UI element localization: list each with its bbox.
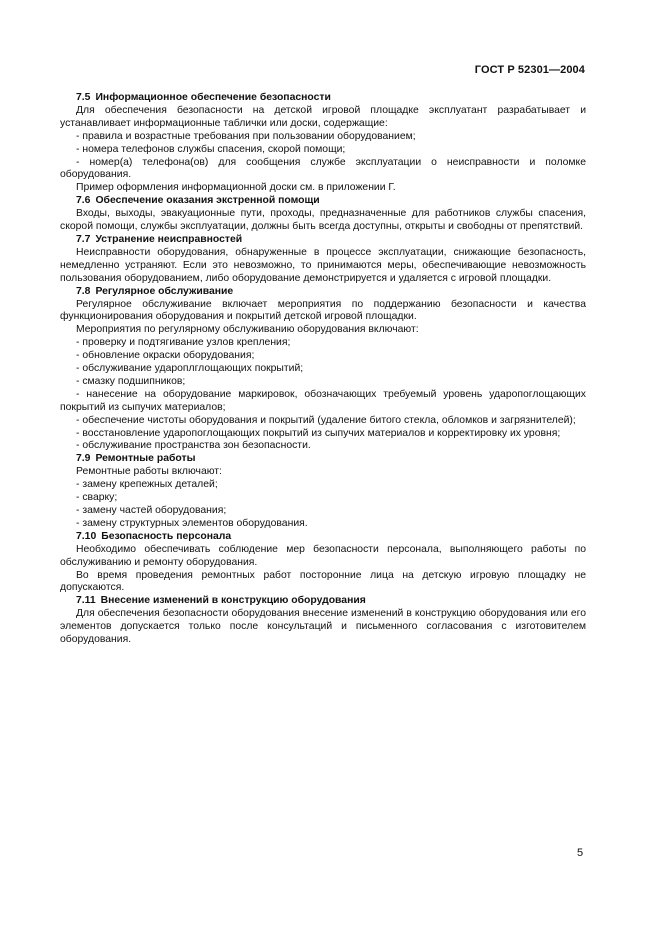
list-item: - замену частей оборудования; [76, 505, 227, 516]
list-item: - номер(а) телефона(ов) для сообщения службе эксплуатации о неисправности и поломке оборудования. [60, 156, 586, 181]
section-heading-7-11 [60, 595, 586, 608]
section-number: 7.6 [76, 195, 91, 207]
list-item: - номера телефонов службы спасения, скорой помощи; [76, 143, 346, 155]
list-item: - смазку подшипников; [76, 375, 186, 387]
section-title: Информационное обеспечение безопасности [95, 92, 331, 103]
list-item: - правила и возрастные требования при пользовании оборудованием; [76, 130, 416, 142]
section-title: Внесение изменений в конструкцию оборудования [100, 595, 366, 607]
paragraph: Необходимо обеспечивать соблюдение мер безопасности персонала, выполняющего работы по обслуживанию и ремонту оборудования. [60, 543, 586, 568]
document-body [60, 92, 586, 647]
paragraph: Неисправности оборудования, обнаруженные в процессе эксплуатации, снижающие безопасность, немедленно устраняют. Если это невозможно, то принимаются меры, обеспечивающие невозможность пользования оборудованием, либо оборудование демонстрируется и удаляется с игровой площадки. [60, 246, 586, 284]
list-item: - замену крепежных деталей; [76, 479, 218, 491]
list-item: - обслуживание удароплглощающих покрытий; [76, 363, 304, 375]
paragraph: Для обеспечения безопасности оборудования внесение изменений в конструкцию оборудования или его элементов допускается только после консультаций и письменного согласования с изготовителем оборудования. [60, 608, 586, 646]
section-number: 7.5 [76, 92, 91, 103]
section-heading-7-9 [60, 453, 586, 466]
section-heading-7-7 [60, 234, 586, 247]
section-heading-7-10 [60, 531, 586, 544]
paragraph: Во время проведения ремонтных работ посторонние лица на детскую игровую площадку не допускаются. [60, 569, 586, 594]
paragraph: Для обеспечения безопасности на детской игровой площадке эксплуатант разрабатывает и устанавливает информационные таблички или доски, содержащие: [60, 104, 586, 129]
list-item: - обеспечение чистоты оборудования и покрытий (удаление битого стекла, обломков и загрязнителей); [76, 414, 576, 426]
list-item: - нанесение на оборудование маркировок, обозначающих требуемый уровень ударопоглощающих покрытий из сыпучих материалов; [60, 388, 586, 413]
list-item: - сварку; [76, 492, 118, 504]
section-number: 7.11 [76, 595, 96, 607]
list-item: - обновление окраски оборудования; [76, 350, 255, 362]
section-heading-7-8 [60, 286, 586, 299]
paragraph: Пример оформления информационной доски см. в приложении Г. [76, 182, 396, 194]
list-item: - замену структурных элементов оборудования. [76, 517, 308, 529]
section-title: Устранение неисправностей [95, 233, 243, 245]
paragraph: Входы, выходы, эвакуационные пути, проходы, предназначенные для работников службы спасения, скорой помощи, службы эксплуатации, должны быть всегда доступны, открыты и свободны от препятствий. [60, 208, 586, 233]
paragraph: Регулярное обслуживание включает мероприятия по поддержанию безопасности и качества функционирования оборудования и покрытий детской игровой площадки. [60, 298, 586, 323]
section-number: 7.8 [76, 285, 91, 297]
paragraph: Мероприятия по регулярному обслуживанию оборудования включают: [76, 324, 419, 336]
section-number: 7.10 [76, 530, 97, 542]
section-number: 7.9 [76, 453, 91, 465]
section-title: Безопасность персонала [101, 530, 232, 542]
section-title: Ремонтные работы [95, 453, 196, 465]
standard-header: ГОСТ Р 52301—2004 [474, 64, 585, 76]
section-heading-7-6 [60, 195, 586, 208]
section-title: Регулярное обслуживание [95, 285, 234, 297]
section-number: 7.7 [76, 233, 91, 245]
list-item: - обслуживание пространства зон безопасности. [76, 440, 311, 452]
list-item: - восстановление ударопоглощающих покрытий из сыпучих материалов и корректировку их уровня; [76, 427, 561, 439]
section-title: Обеспечение оказания экстренной помощи [95, 195, 320, 207]
paragraph: Ремонтные работы включают: [76, 466, 222, 478]
list-item: - проверку и подтягивание узлов крепления; [76, 337, 291, 349]
section-heading-7-5 [60, 92, 586, 105]
page-number: 5 [577, 847, 584, 859]
